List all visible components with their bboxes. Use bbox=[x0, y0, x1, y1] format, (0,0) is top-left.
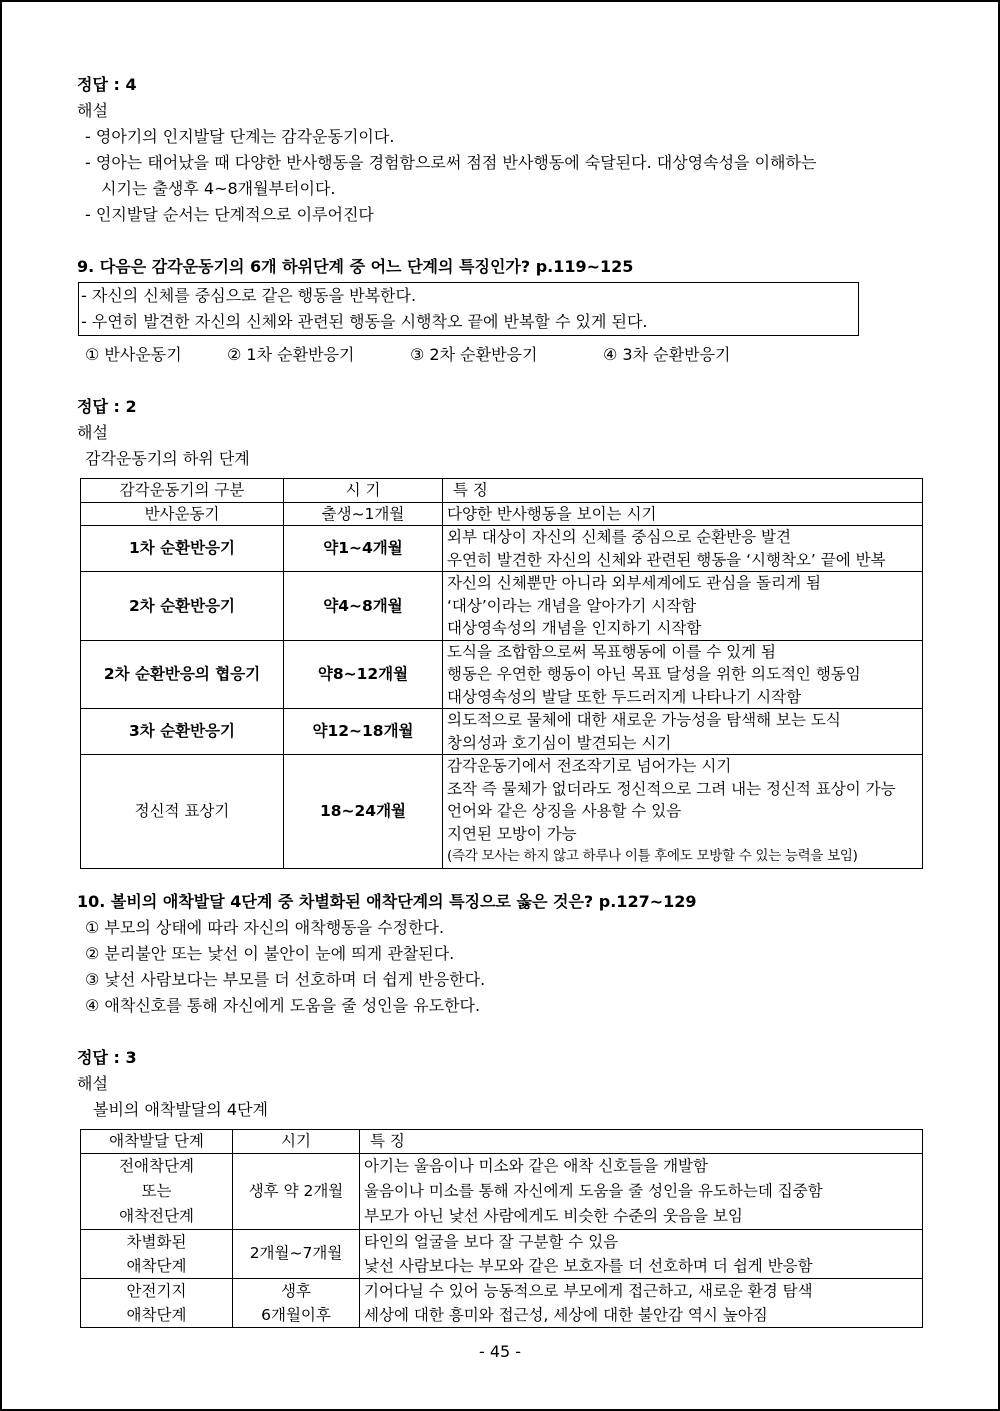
stage-cell bbox=[81, 1278, 233, 1327]
explanation-8-line: - 인지발달 순서는 단계적으로 이루어진다 bbox=[85, 205, 374, 224]
stage-cell: 3차 순환반응기 bbox=[81, 709, 284, 755]
question-10-option-1: ① 부모의 상태에 따라 자신의 애착행동을 수정한다. bbox=[85, 918, 445, 937]
table-header: 특 징 bbox=[443, 479, 923, 503]
feature-line: 감각운동기에서 전조작기로 넘어가는 시기 bbox=[447, 757, 732, 775]
table-row bbox=[81, 709, 923, 755]
question-10-option-4: ④ 애착신호를 통해 자신에게 도움을 줄 성인을 유도한다. bbox=[85, 996, 481, 1015]
explanation-8-line: - 영아는 태어났을 때 다양한 반사행동을 경험함으로써 점점 반사행동에 숙달된다. 대상영속성을 이해하는 bbox=[85, 153, 817, 172]
feature-line: 대상영속성의 개념을 인지하기 시작함 bbox=[447, 619, 702, 637]
table-row bbox=[81, 755, 923, 869]
explanation-8-line: 시기는 출생후 4~8개월부터이다. bbox=[101, 179, 336, 198]
period-cell: 출생~1개월 bbox=[284, 502, 443, 526]
stage-line: 또는 bbox=[141, 1181, 172, 1200]
period-line: 6개월이후 bbox=[261, 1305, 331, 1324]
feature-cell bbox=[443, 640, 923, 709]
feature-line: 부모가 아닌 낯선 사람에게도 비슷한 수준의 웃음을 보임 bbox=[364, 1206, 743, 1225]
feature-line: ‘대상’이라는 개념을 알아가기 시작함 bbox=[447, 596, 697, 615]
feature-line: 조작 즉 물체가 없더라도 정신적으로 그려 내는 정신적 표상이 가능 bbox=[447, 779, 896, 798]
stage-cell bbox=[81, 1153, 233, 1229]
stage-cell: 1차 순환반응기 bbox=[81, 526, 284, 572]
table-row bbox=[81, 502, 923, 526]
stage-line: 애착전단계 bbox=[119, 1206, 194, 1225]
table-title-sensorimotor: 감각운동기의 하위 단계 bbox=[85, 449, 250, 468]
table-header-row bbox=[81, 479, 923, 503]
table-row bbox=[81, 1278, 923, 1327]
stage-cell bbox=[81, 1229, 233, 1278]
stage-cell: 2차 순환반응의 협응기 bbox=[81, 640, 284, 709]
feature-line: 행동은 우연한 행동이 아닌 목표 달성을 위한 의도적인 행동임 bbox=[447, 665, 861, 683]
feature-cell bbox=[443, 526, 923, 572]
feature-line: 자신의 신체뿐만 아니라 외부세계에도 관심을 돌리게 됨 bbox=[447, 574, 821, 592]
feature-cell bbox=[443, 502, 923, 526]
question-9-option-2: ② 1차 순환반응기 bbox=[227, 345, 355, 364]
feature-cell bbox=[360, 1153, 923, 1229]
table-header: 시기 bbox=[233, 1130, 360, 1154]
sensorimotor-table bbox=[80, 478, 923, 869]
explanation-8-label: 해설 bbox=[77, 101, 108, 120]
feature-line: 외부 대상이 자신의 신체를 중심으로 순환반응 발견 bbox=[447, 528, 791, 546]
table-header: 시 기 bbox=[284, 479, 443, 503]
period-cell: 약8~12개월 bbox=[284, 640, 443, 709]
feature-line: 지연된 모방이 가능 bbox=[447, 824, 577, 843]
table-row bbox=[81, 1153, 923, 1229]
period-line: 생후 bbox=[281, 1281, 311, 1300]
attachment-table bbox=[80, 1129, 923, 1328]
feature-line: 세상에 대한 흥미와 접근성, 세상에 대한 불안감 역시 높아짐 bbox=[364, 1305, 768, 1324]
feature-line: (즉각 모사는 하지 않고 하루나 이틀 후에도 모방할 수 있는 능력을 보임) bbox=[447, 848, 858, 864]
feature-cell bbox=[443, 755, 923, 869]
table-row bbox=[81, 572, 923, 641]
table-header-row bbox=[81, 1130, 923, 1154]
period-line: 생후 약 2개월 bbox=[248, 1181, 344, 1200]
feature-cell bbox=[360, 1278, 923, 1327]
feature-line: 아기는 울음이나 미소와 같은 애착 신호들을 개발함 bbox=[364, 1156, 708, 1175]
feature-cell bbox=[443, 572, 923, 641]
table-header: 특 징 bbox=[360, 1130, 923, 1154]
question-9-option-1: ① 반사운동기 bbox=[85, 345, 182, 364]
explanation-8-line: - 영아기의 인지발달 단계는 감각운동기이다. bbox=[85, 127, 395, 146]
answer-8-label: 정답 : 4 bbox=[77, 75, 137, 94]
feature-cell bbox=[360, 1229, 923, 1278]
stage-line: 안전기지 bbox=[126, 1281, 187, 1300]
feature-line: 대상영속성의 발달 또한 두드러지게 나타나기 시작함 bbox=[447, 687, 802, 706]
page-number: - 45 - bbox=[478, 1342, 522, 1361]
feature-line: 언어와 같은 상징을 사용할 수 있음 bbox=[447, 802, 682, 820]
table-row bbox=[81, 526, 923, 572]
table-title-attachment: 볼비의 애착발달의 4단계 bbox=[93, 1100, 268, 1119]
period-cell: 약1~4개월 bbox=[284, 526, 443, 572]
feature-line: 창의성과 호기심이 발견되는 시기 bbox=[447, 733, 672, 752]
question-10: 10. 볼비의 애착발달 4단계 중 차별화된 애착단계의 특징으로 옳은 것은? p.127~129 bbox=[77, 892, 697, 911]
stage-cell: 정신적 표상기 bbox=[81, 755, 284, 869]
stage-line: 전애착단계 bbox=[119, 1156, 194, 1175]
feature-line: 우연히 발견한 자신의 신체와 관련된 행동을 ‘시행착오’ 끝에 반복 bbox=[447, 550, 886, 569]
explanation-10-label: 해설 bbox=[77, 1074, 108, 1093]
table-header: 애착발달 단계 bbox=[81, 1130, 233, 1154]
period-line: 2개월~7개월 bbox=[249, 1244, 343, 1263]
feature-line: 의도적으로 물체에 대한 새로운 가능성을 탐색해 보는 도식 bbox=[447, 711, 841, 729]
period-cell bbox=[233, 1229, 360, 1278]
stage-cell: 2차 순환반응기 bbox=[81, 572, 284, 641]
feature-cell bbox=[443, 709, 923, 755]
table-row bbox=[81, 1229, 923, 1278]
period-cell: 18~24개월 bbox=[284, 755, 443, 869]
stage-line: 애착단계 bbox=[126, 1305, 187, 1324]
feature-line: 울음이나 미소를 통해 자신에게 도움을 줄 성인을 유도하는데 집중함 bbox=[364, 1181, 823, 1200]
feature-line: 다양한 반사행동을 보이는 시기 bbox=[447, 504, 657, 523]
answer-9-label: 정답 : 2 bbox=[77, 397, 137, 416]
period-cell bbox=[233, 1278, 360, 1327]
stage-line: 애착단계 bbox=[126, 1256, 187, 1275]
question-9: 9. 다음은 감각운동기의 6개 하위단계 중 어느 단계의 특징인가? p.119~125 bbox=[77, 257, 634, 276]
feature-line: 도식을 조합함으로써 목표행동에 이를 수 있게 됨 bbox=[447, 642, 777, 661]
question-10-option-3: ③ 낯선 사람보다는 부모를 더 선호하며 더 쉽게 반응한다. bbox=[85, 970, 486, 989]
question-9-option-3: ③ 2차 순환반응기 bbox=[410, 345, 538, 364]
explanation-9-label: 해설 bbox=[77, 423, 108, 442]
period-cell bbox=[233, 1153, 360, 1229]
question-10-option-2: ② 분리불안 또는 낯선 이 불안이 눈에 띄게 관찰된다. bbox=[85, 944, 455, 963]
period-cell: 약4~8개월 bbox=[284, 572, 443, 641]
question-9-box-line: - 자신의 신체를 중심으로 같은 행동을 반복한다. bbox=[81, 286, 417, 305]
question-9-box-line: - 우연히 발견한 자신의 신체와 관련된 행동을 시행착오 끝에 반복할 수 있게 된다. bbox=[81, 312, 648, 331]
question-9-box bbox=[78, 282, 859, 336]
period-cell: 약12~18개월 bbox=[284, 709, 443, 755]
question-9-option-4: ④ 3차 순환반응기 bbox=[603, 345, 731, 364]
table-header: 감각운동기의 구분 bbox=[81, 479, 284, 503]
stage-cell: 반사운동기 bbox=[81, 502, 284, 526]
feature-line: 낯선 사람보다는 부모와 같은 보호자를 더 선호하며 더 쉽게 반응함 bbox=[364, 1256, 813, 1275]
feature-line: 기어다닐 수 있어 능동적으로 부모에게 접근하고, 새로운 환경 탐색 bbox=[364, 1281, 813, 1300]
table-row bbox=[81, 640, 923, 709]
answer-10-label: 정답 : 3 bbox=[77, 1048, 137, 1067]
stage-line: 차별화된 bbox=[126, 1232, 187, 1251]
feature-line: 타인의 얼굴을 보다 잘 구분할 수 있음 bbox=[364, 1232, 619, 1251]
